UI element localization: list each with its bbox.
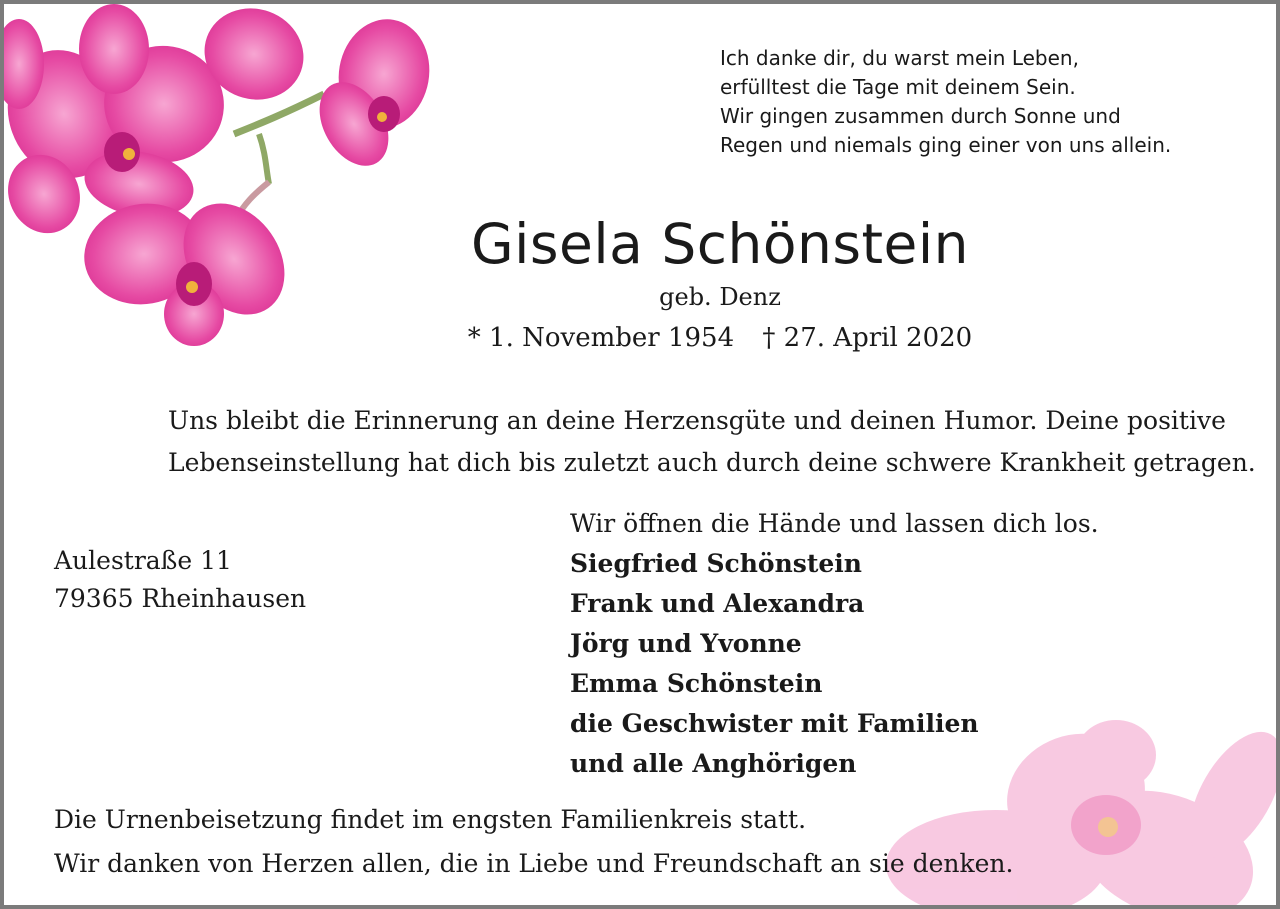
mourner-name: Emma Schönstein (570, 669, 823, 698)
poem-line: Wir gingen zusammen durch Sonne und (720, 104, 1121, 128)
thanks-note: Wir danken von Herzen allen, die in Liebe und Freundschaft an sie denken. (54, 849, 1014, 878)
life-dates (4, 323, 1276, 353)
birth-date: * 1. November 1954 (467, 323, 735, 353)
deceased-name: Gisela Schönstein (470, 212, 970, 276)
mourner-name: und alle Anghörigen (570, 749, 857, 778)
poem-line: erfülltest die Tage mit deinem Sein. (720, 75, 1076, 99)
poem-line: Ich danke dir, du warst mein Leben, (720, 46, 1079, 70)
birth-name: geb. Denz (659, 283, 781, 311)
mourner-name: die Geschwister mit Familien (570, 709, 979, 738)
mourner-name: Jörg und Yvonne (570, 629, 802, 658)
memory-line: Lebenseinstellung hat dich bis zuletzt auch durch deine schwere Krankheit getragen. (168, 448, 1256, 477)
poem-line: Regen und niemals ging einer von uns allein. (720, 133, 1172, 157)
memory-line: Uns bleibt die Erinnerung an deine Herzensgüte und deinen Humor. Deine positive (168, 406, 1226, 435)
memorial-poem (720, 44, 1171, 160)
death-date: † 27. April 2020 (762, 323, 973, 353)
mourner-name: Frank und Alexandra (570, 589, 865, 618)
memory-text (168, 400, 1256, 484)
mourner-name: Siegfried Schönstein (570, 549, 862, 578)
burial-note: Die Urnenbeisetzung findet im engsten Familienkreis statt. (54, 805, 807, 834)
mourners-list (570, 504, 1099, 784)
closing-notes (54, 798, 1014, 886)
address-city: 79365 Rheinhausen (54, 584, 307, 613)
address-street: Aulestraße 11 (54, 546, 232, 575)
address-block (54, 542, 306, 618)
farewell-line: Wir öffnen die Hände und lassen dich los. (570, 509, 1099, 538)
